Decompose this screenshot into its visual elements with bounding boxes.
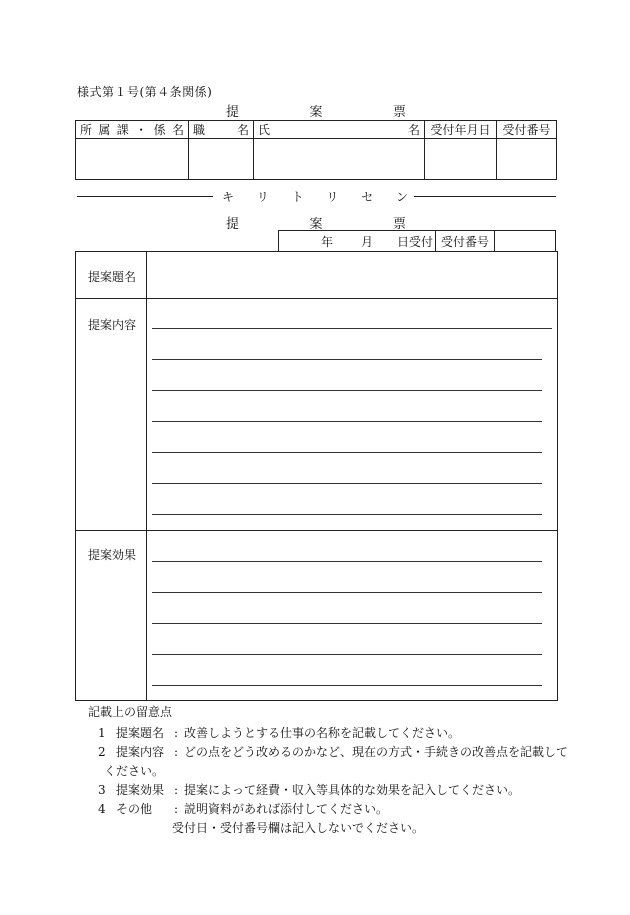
receipt-number-cell[interactable] <box>495 231 556 252</box>
title-char: 案 <box>309 105 323 120</box>
note-item <box>88 781 568 800</box>
writing-line <box>152 561 542 562</box>
dept-header-char: 属 <box>98 123 111 137</box>
cut-line-char: セ <box>361 190 374 204</box>
note-number: 3 <box>98 783 106 797</box>
note-item <box>88 800 568 819</box>
position-header-char: 職 <box>193 123 206 137</box>
title-char: 提 <box>226 217 240 232</box>
received-number-header: 受付番号 <box>497 121 557 139</box>
cut-line-char: ン <box>395 190 408 204</box>
dept-header <box>76 121 189 139</box>
dept-header-char: 名 <box>171 123 184 137</box>
name-header-char: 氏 <box>258 123 271 137</box>
note-text: 提案によって経費・収入等具体的な効果を記入してください。 <box>184 783 521 797</box>
content-input-area[interactable] <box>147 299 557 530</box>
note-separator: : <box>174 802 179 816</box>
cut-line-right <box>414 196 556 197</box>
cut-line-char: リ <box>326 190 339 204</box>
form-number-label: 様式第１号(第４条関係) <box>77 85 213 99</box>
dept-header-char: 課 <box>116 123 129 137</box>
note-key: 提案題名 <box>116 726 165 740</box>
position-header-char: 名 <box>236 123 249 137</box>
title-char: 票 <box>392 217 406 232</box>
name-header-char: 名 <box>407 123 420 137</box>
writing-line <box>152 592 542 593</box>
writing-line <box>152 359 542 360</box>
subject-input-area[interactable] <box>147 252 557 298</box>
received-date-cell[interactable] <box>425 139 497 180</box>
title-char: 案 <box>309 217 323 232</box>
note-text: 改善しようとする仕事の名称を記載してください。 <box>184 726 461 740</box>
note-separator: : <box>174 745 179 759</box>
note-item <box>88 743 568 762</box>
writing-line <box>152 685 542 686</box>
effect-input-area[interactable] <box>147 531 557 700</box>
note-number: 2 <box>98 745 106 759</box>
name-cell[interactable] <box>254 139 425 180</box>
cut-line-char: リ <box>256 190 269 204</box>
dept-header-char: 係 <box>153 123 166 137</box>
receipt-table <box>278 230 556 252</box>
note-number: 1 <box>98 726 106 740</box>
note-text: どの点をどう改めるのかなど、現在の方式・手続きの改善点を記載して <box>184 745 569 759</box>
notes-section <box>88 703 568 838</box>
position-header <box>189 121 254 139</box>
writing-line <box>152 390 542 391</box>
writing-line <box>152 328 552 329</box>
receipt-number-header: 受付番号 <box>436 231 495 252</box>
note-item <box>88 724 568 743</box>
writing-line <box>152 452 542 453</box>
received-number-cell[interactable] <box>497 139 557 180</box>
title-char: 提 <box>226 105 240 120</box>
receipt-date-cell[interactable] <box>279 231 436 252</box>
note-text: 説明資料があれば添付してください。 <box>184 802 389 816</box>
name-header <box>254 121 425 139</box>
dept-header-char: 所 <box>80 123 93 137</box>
note-number: 4 <box>98 802 106 816</box>
writing-line <box>152 483 542 484</box>
section-label-content: 提案内容 <box>88 318 137 332</box>
dept-header-char: ・ <box>135 123 148 137</box>
cut-line-label <box>222 188 408 205</box>
form-title <box>226 101 406 120</box>
writing-line <box>152 421 542 422</box>
section-label-subject: 提案題名 <box>88 270 137 284</box>
section-label-effect: 提案効果 <box>88 548 137 562</box>
note-key: 提案内容 <box>116 745 165 759</box>
note-separator: : <box>174 783 179 797</box>
receipt-month-label: 月 <box>360 234 373 249</box>
note-continuation: ください。 <box>104 764 165 778</box>
dept-cell[interactable] <box>76 139 189 180</box>
note-key: 提案効果 <box>116 783 165 797</box>
receipt-day-label: 日受付 <box>396 234 433 249</box>
note-extra-line: 受付日・受付番号欄は記入しないでください。 <box>172 821 425 835</box>
cut-line-char: ト <box>291 190 304 204</box>
writing-line <box>152 654 542 655</box>
position-cell[interactable] <box>189 139 254 180</box>
writing-line <box>152 623 542 624</box>
note-key: その他 <box>116 802 153 816</box>
received-date-header: 受付年月日 <box>425 121 497 139</box>
writing-line <box>152 514 542 515</box>
note-separator: : <box>174 726 179 740</box>
receipt-year-label: 年 <box>320 234 333 249</box>
submitter-info-table <box>75 120 557 180</box>
cut-line-left <box>77 196 213 197</box>
title-char: 票 <box>392 105 406 120</box>
notes-title: 記載上の留意点 <box>88 705 173 719</box>
cut-line-char: キ <box>222 190 235 204</box>
proposal-body-box <box>75 251 558 701</box>
